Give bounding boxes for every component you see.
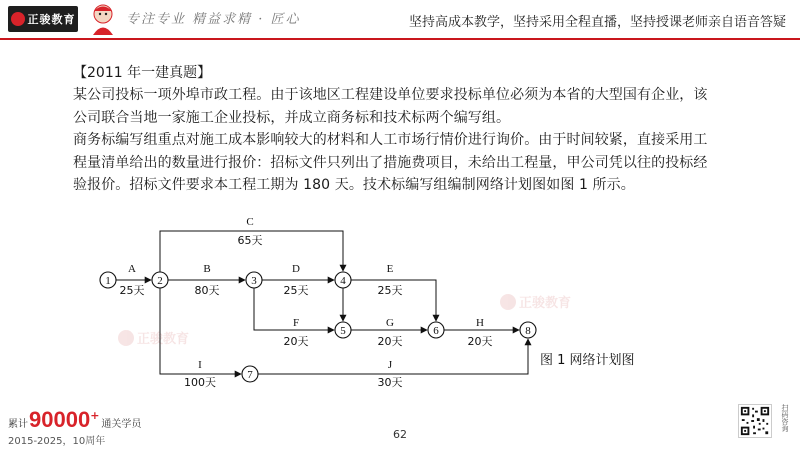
event-node-8 xyxy=(520,322,536,338)
watermark-logo xyxy=(500,292,571,311)
header-tagline: 坚持高成本教学，坚持采用全程直播，坚持授课老师亲自语音答疑 xyxy=(408,15,786,30)
student-count-stat xyxy=(8,407,141,433)
anniversary-years: 2015-2025，10周年 xyxy=(8,436,106,447)
node-label: 4 xyxy=(340,275,346,287)
activity-name-j: J xyxy=(387,359,393,371)
watermark-mark-icon xyxy=(500,294,516,310)
page-number: 62 xyxy=(393,428,407,441)
activity-name-a: A xyxy=(128,263,136,275)
node-label: 2 xyxy=(157,275,163,287)
watermark-mark-icon xyxy=(118,330,134,346)
activity-duration-e: 25天 xyxy=(377,284,403,297)
question-paragraph-1: 某公司投标一项外埠市政工程。由于该地区工程建设单位要求投标单位必须为本省的大型国有企业，该公司联合当地一家施工企业投标，并成立商务标和技术标两个编写组。 xyxy=(73,87,708,126)
activity-duration-i: 100天 xyxy=(184,376,216,389)
event-node-6 xyxy=(428,322,444,338)
brand-logo-text: 正骏教育 xyxy=(27,13,76,26)
activity-arrows xyxy=(116,231,528,374)
activity-duration-c: 65天 xyxy=(237,234,263,247)
activity-duration-a: 25天 xyxy=(119,284,145,297)
stat-suffix: 通关学员 xyxy=(101,419,142,430)
question-paragraph-2: 商务标编写组重点对施工成本影响较大的材料和人工市场行情价进行询价。由于时间较紧，直接采用工程量清单给出的数量进行报价：招标文件只列出了措施费项目，未给出工程量，甲公司凭以往的投标经验报价。招标文件要求本工程工期为 180 天。技术标编写组编制网络计划图如图 1 所示。 xyxy=(73,132,708,193)
activity-name-d: D xyxy=(292,263,300,275)
header-bar xyxy=(0,0,800,40)
activity-name-b: B xyxy=(203,263,211,275)
watermark-logo xyxy=(118,328,189,347)
mascot-icon xyxy=(86,2,120,36)
activity-duration-d: 25天 xyxy=(283,284,309,297)
watermark-text: 正骏教育 xyxy=(137,332,190,347)
qr-code-icon[interactable] xyxy=(738,404,772,438)
activity-name-i: I xyxy=(198,359,202,371)
event-node-2 xyxy=(152,272,168,288)
header-divider xyxy=(0,38,800,40)
node-label: 7 xyxy=(247,369,253,381)
stat-prefix: 累计 xyxy=(8,419,28,430)
qr-side-text: 扫码咨询 xyxy=(781,404,789,432)
event-node-3 xyxy=(246,272,262,288)
question-title: 【2011 年一建真题】 xyxy=(73,65,212,81)
brand-logo[interactable] xyxy=(8,6,78,32)
figure-caption: 图 1 网络计划图 xyxy=(540,353,635,368)
event-node-1 xyxy=(100,272,116,288)
activity-duration-j: 30天 xyxy=(377,376,403,389)
question-content xyxy=(73,62,713,197)
activity-duration-h: 20天 xyxy=(467,335,493,348)
activity-name-e: E xyxy=(386,263,394,275)
brand-mark-icon xyxy=(11,12,25,26)
event-nodes xyxy=(100,272,536,382)
activity-name-g: G xyxy=(386,317,394,329)
stat-plus: + xyxy=(90,409,100,422)
handwritten-slogan: 专注专业 精益求精 · 匠心 xyxy=(126,12,301,27)
watermark-text: 正骏教育 xyxy=(519,296,572,311)
activity-duration-g: 20天 xyxy=(377,335,403,348)
node-label: 5 xyxy=(340,325,346,337)
stat-number: 90000 xyxy=(29,407,91,432)
activity-duration-f: 20天 xyxy=(283,335,309,348)
event-node-5 xyxy=(335,322,351,338)
event-node-4 xyxy=(335,272,351,288)
event-node-7 xyxy=(242,366,258,382)
activity-labels xyxy=(120,216,493,389)
activity-duration-b: 80天 xyxy=(194,284,220,297)
activity-name-f: F xyxy=(292,317,300,329)
activity-name-h: H xyxy=(476,317,484,329)
node-label: 6 xyxy=(433,325,439,337)
node-label: 1 xyxy=(105,275,111,287)
node-label: 8 xyxy=(525,325,531,337)
activity-name-c: C xyxy=(246,216,254,228)
node-label: 3 xyxy=(251,275,257,287)
